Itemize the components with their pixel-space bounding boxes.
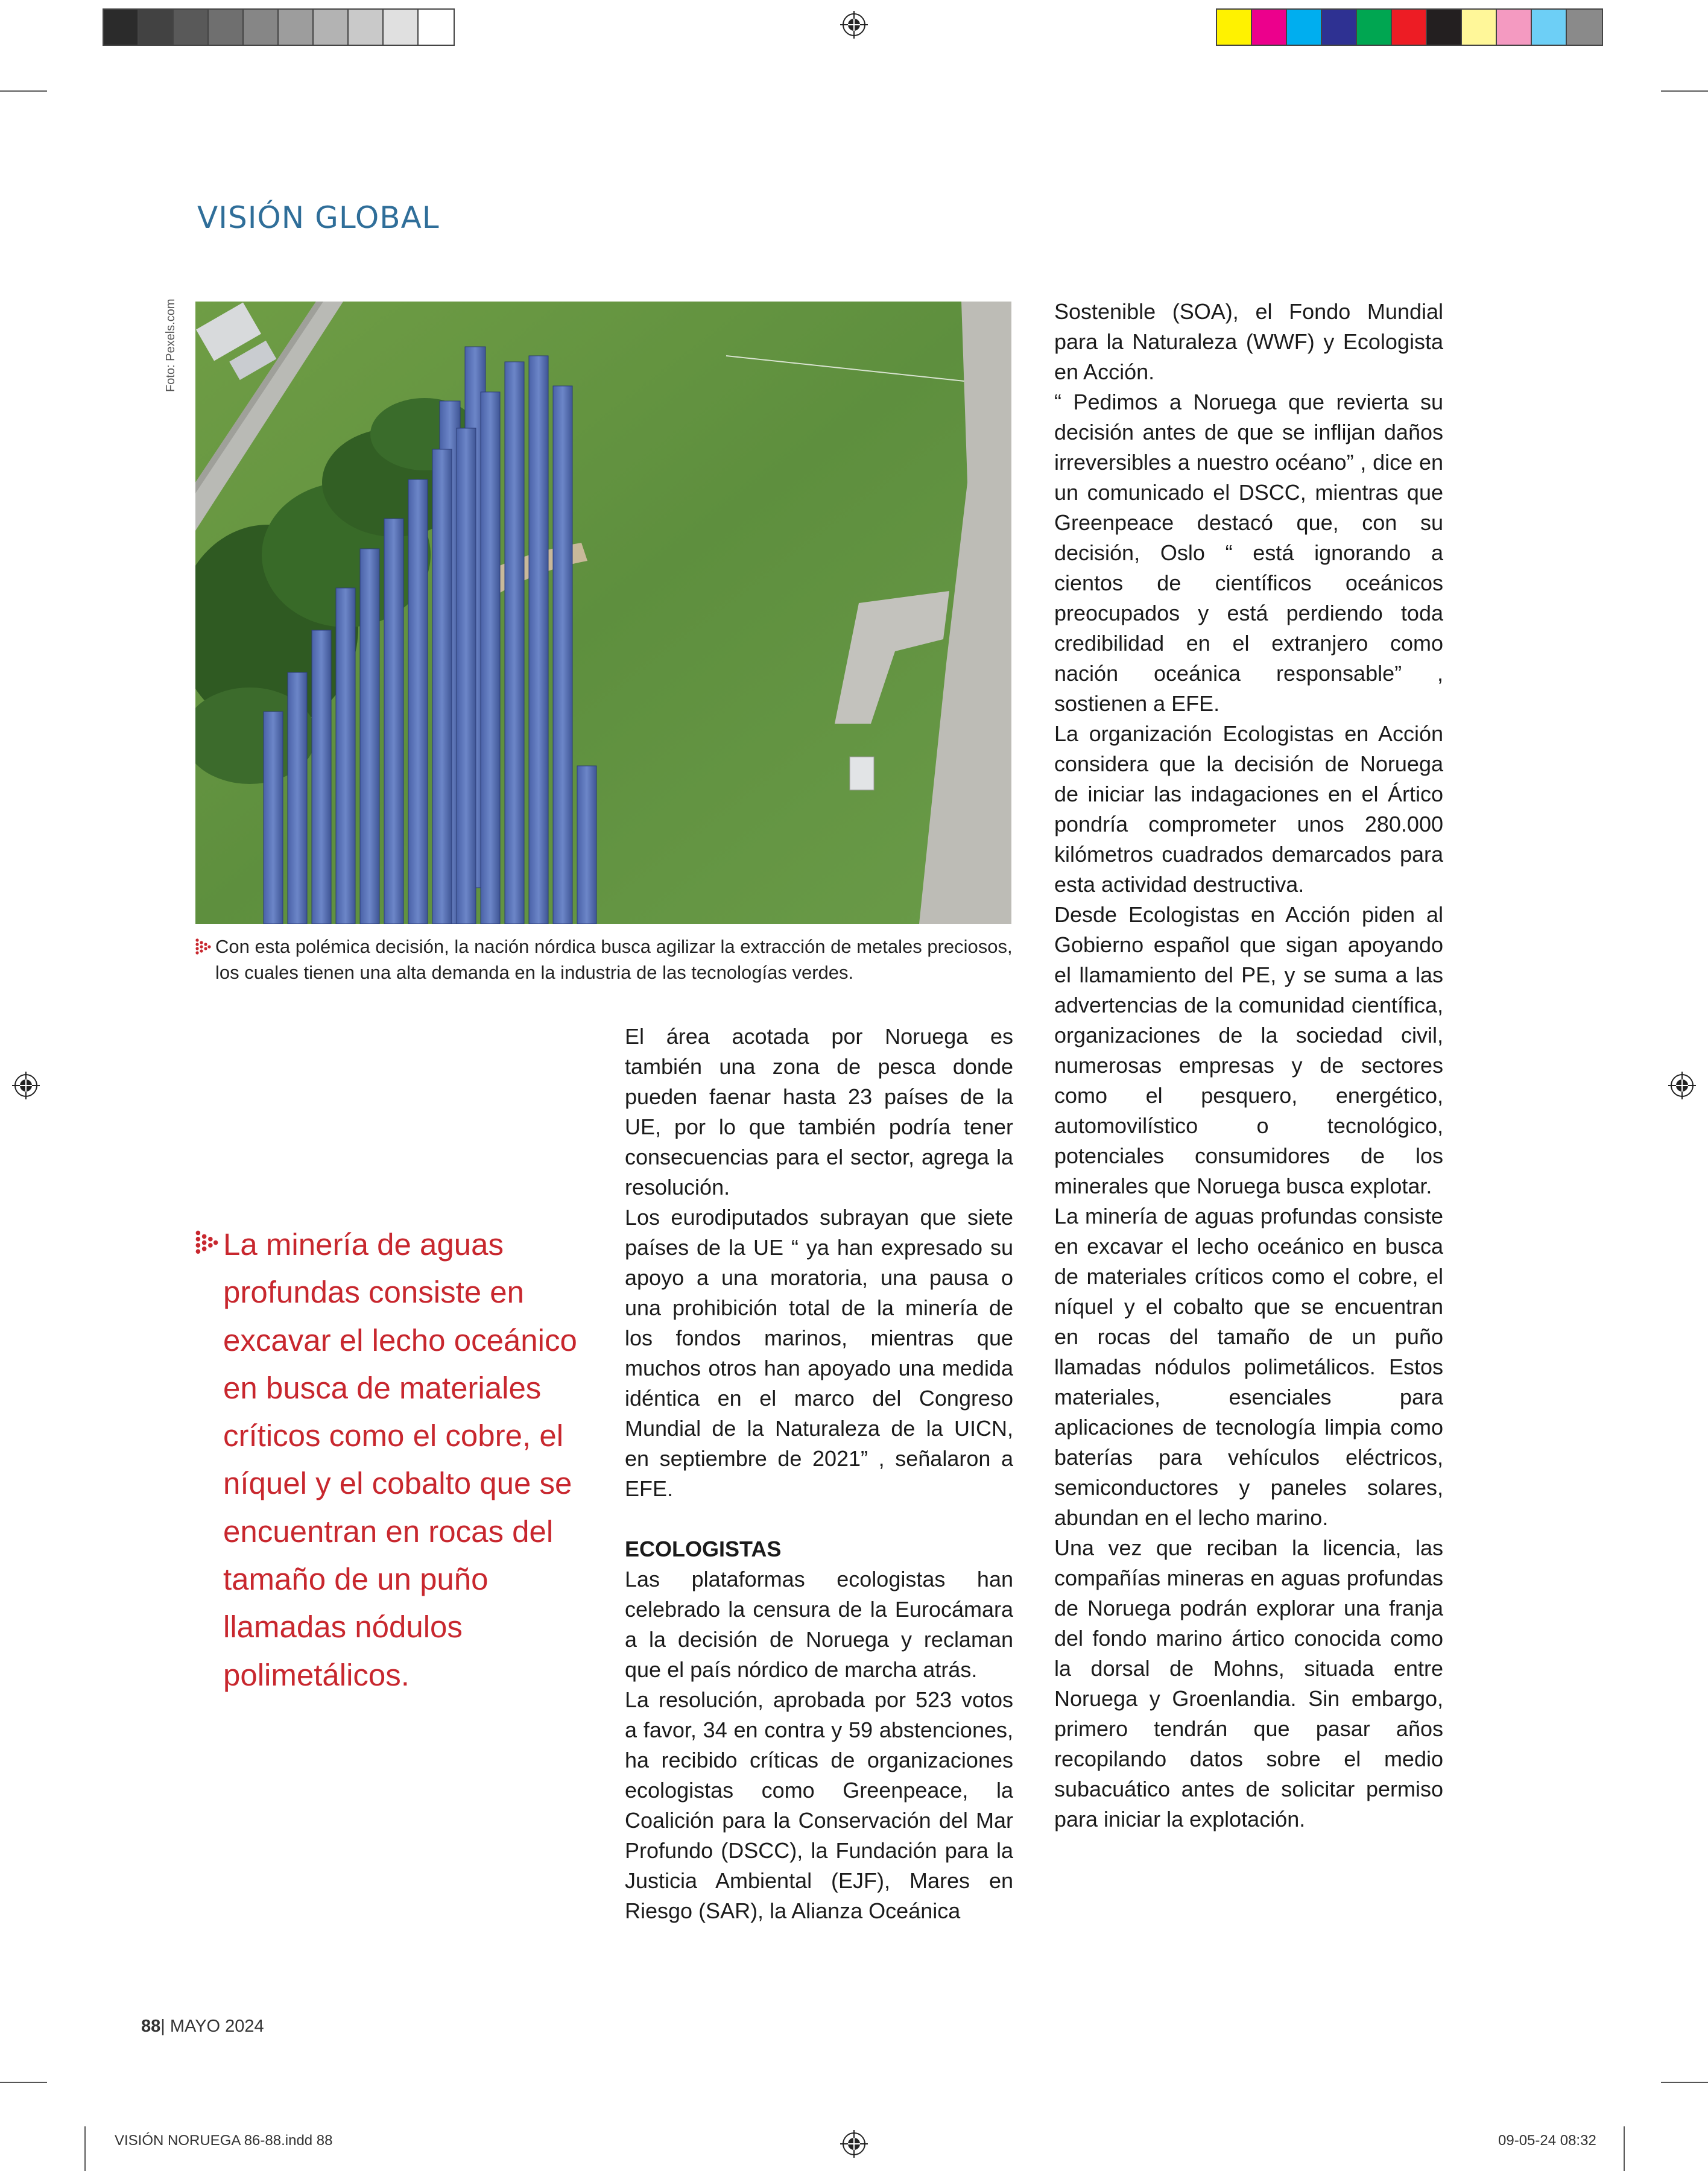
paragraph: El área acotada por Noruega es también una zona de pesca donde pueden faenar hasta 23 países de la UE, por lo que también podría tener consecuencias para el sector, agrega la resolución. bbox=[625, 1024, 1013, 1199]
registration-mark-icon bbox=[12, 1072, 40, 1099]
photo-caption bbox=[195, 934, 1016, 985]
color-swatch bbox=[1427, 10, 1462, 45]
dot-grid-bullet-icon bbox=[195, 938, 211, 956]
crop-mark bbox=[84, 2126, 86, 2171]
crop-mark bbox=[0, 90, 47, 92]
solar-panels-photo bbox=[195, 302, 1011, 924]
color-swatch bbox=[419, 10, 454, 45]
color-swatch bbox=[349, 10, 384, 45]
color-swatch bbox=[104, 10, 139, 45]
color-swatch bbox=[384, 10, 419, 45]
color-swatch bbox=[209, 10, 244, 45]
paragraph: Los eurodiputados subrayan que siete países de la UE “ ya han expresado su apoyo a una moratoria, una pausa o una prohibición total de la minería de los fondos marinos, mientras que muchos otros han apoyado una medida idéntica en el marco del Congreso Mundial de la Naturaleza de la UICN, en septiembre de 2021” , señalaron a EFE. bbox=[625, 1205, 1013, 1501]
paragraph: Una vez que reciban la licencia, las compañías mineras en aguas profundas de Noruega podrán explorar una franja del fondo marino ártico conocida como la dorsal de Mohns, situada entre Noruega y Groenlandia. Sin embargo, primero tendrán que pasar años recopilando datos sobre el medio subacuático antes de solicitar permiso para iniciar la explotación. bbox=[1054, 1535, 1443, 1831]
color-swatch bbox=[1252, 10, 1287, 45]
color-swatch bbox=[1322, 10, 1357, 45]
color-swatch bbox=[1462, 10, 1497, 45]
crop-mark bbox=[1624, 2126, 1625, 2171]
section-title: VISIÓN GLOBAL bbox=[197, 200, 440, 235]
color-swatch bbox=[1217, 10, 1252, 45]
registration-mark-icon bbox=[840, 2130, 868, 2158]
article-column-right bbox=[1054, 297, 1443, 1834]
caption-text: Con esta polémica decisión, la nación nórdica busca agilizar la extracción de metales preciosos, los cuales tienen una alta demanda en la industria de las tecnologías verdes. bbox=[215, 936, 1013, 983]
color-swatch bbox=[244, 10, 279, 45]
registration-mark-icon bbox=[1668, 1072, 1696, 1099]
color-swatch bbox=[139, 10, 174, 45]
slug-filename: VISIÓN NORUEGA 86-88.indd 88 bbox=[115, 2132, 333, 2149]
pull-quote bbox=[195, 1221, 581, 1699]
color-swatch bbox=[314, 10, 349, 45]
crop-mark bbox=[1661, 2082, 1708, 2083]
paragraph: La resolución, aprobada por 523 votos a favor, 34 en contra y 59 abstenciones, ha recibido críticas de organizaciones ecologistas como Greenpeace, la Coalición para la Conservación del Mar Profundo (DSCC), la Fundación para la Justicia Ambiental (EJF), Mares en Riesgo (SAR), la Alianza Oceánica bbox=[625, 1687, 1013, 1923]
color-swatch bbox=[174, 10, 209, 45]
grayscale-color-bar bbox=[103, 8, 455, 46]
registration-mark-icon bbox=[840, 11, 868, 39]
crop-mark bbox=[1661, 90, 1708, 92]
paragraph: Desde Ecologistas en Acción piden al Gobierno español que sigan apoyando el llamamiento del PE, y se suma a las advertencias de la comunidad científica, organizaciones de la sociedad civil, numerosas empresas y de sectores como el pesquero, energético, automovilístico o tecnológico, potenciales consumidores de los minerales que Noruega busca explotar. bbox=[1054, 902, 1443, 1198]
subheading: ECOLOGISTAS bbox=[625, 1537, 782, 1561]
color-swatch bbox=[1567, 10, 1602, 45]
issue-date: | MAYO 2024 bbox=[160, 2017, 264, 2036]
color-swatch bbox=[1532, 10, 1567, 45]
dot-grid-bullet-icon bbox=[195, 1230, 218, 1257]
color-swatch bbox=[1287, 10, 1322, 45]
process-color-bar bbox=[1216, 8, 1603, 46]
paragraph: La organización Ecologistas en Acción considera que la decisión de Noruega de iniciar las indagaciones en el Ártico pondría comprometer unos 280.000 kilómetros cuadrados demarcados para esta actividad destructiva. bbox=[1054, 721, 1443, 897]
color-swatch bbox=[1392, 10, 1427, 45]
paragraph: Las plataformas ecologistas han celebrado la censura de la Eurocámara a la decisión de Noruega y reclaman que el país nórdico de marcha atrás. bbox=[625, 1567, 1013, 1682]
color-swatch bbox=[1357, 10, 1392, 45]
color-swatch bbox=[279, 10, 314, 45]
pull-quote-text: La minería de aguas profundas consiste en excavar el lecho oceánico en busca de materiales críticos como el cobre, el níquel y el cobalto que se encuentran en rocas del tamaño de un puño llamadas nódulos polimetálicos. bbox=[223, 1227, 577, 1692]
slug-timestamp: 09-05-24 08:32 bbox=[1498, 2132, 1596, 2149]
page-number: 88 bbox=[141, 2017, 161, 2036]
article-column-middle bbox=[625, 1022, 1013, 1926]
paragraph: La minería de aguas profundas consiste en excavar el lecho oceánico en busca de materiales críticos como el cobre, el níquel y el cobalto que se encuentran en rocas del tamaño de un puño llamadas nódulos polimetálicos. Estos materiales, esenciales para aplicaciones de tecnología limpia como baterías para vehículos eléctricos, semiconductores y paneles solares, abundan en el lecho marino. bbox=[1054, 1204, 1443, 1530]
photo-credit: Foto: Pexels.com bbox=[164, 299, 177, 392]
paragraph: “ Pedimos a Noruega que revierta su decisión antes de que se inflijan daños irreversibles a nuestro océano” , dice en un comunicado el DSCC, mientras que Greenpeace destacó que, con su decisión, Oslo “ está ignorando a cientos de científicos oceánicos preocupados y está perdiendo toda credibilidad en el extranjero como nación oceánica responsable” , sostienen a EFE. bbox=[1054, 390, 1443, 716]
color-swatch bbox=[1497, 10, 1532, 45]
crop-mark bbox=[0, 2082, 47, 2083]
page-folio bbox=[141, 2017, 264, 2037]
paragraph: Sostenible (SOA), el Fondo Mundial para la Naturaleza (WWF) y Ecologista en Acción. bbox=[1054, 299, 1443, 384]
